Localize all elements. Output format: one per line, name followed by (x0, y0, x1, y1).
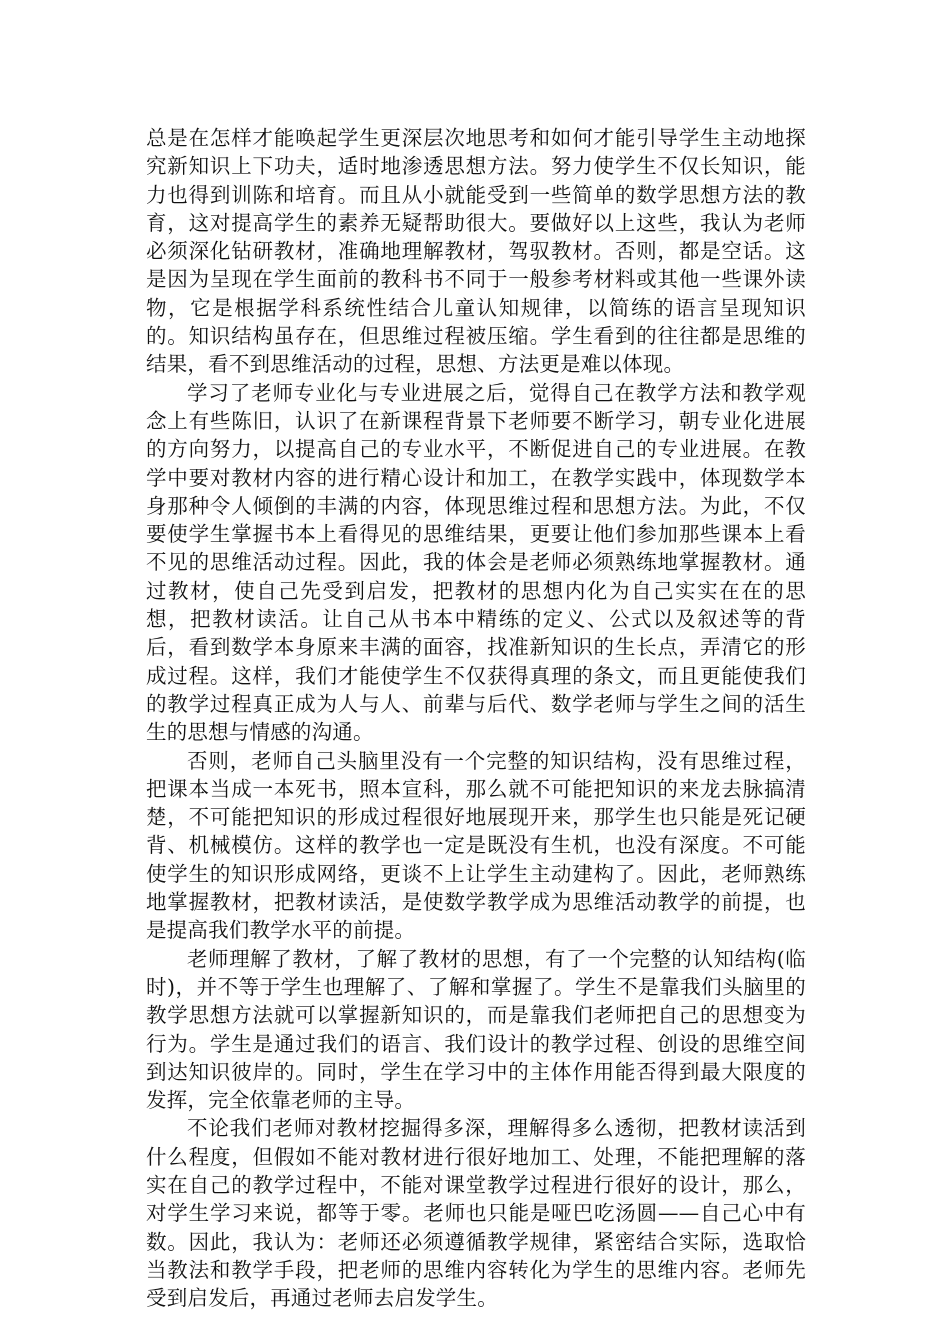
paragraph-4: 老师理解了教材，了解了教材的思想，有了一个完整的认知结构(临时)，并不等于学生也理解了、了解和掌握了。学生不是靠我们头脑里的教学思想方法就可以掌握新知识的，而是靠我们老师把自己的思想变为行为。学生是通过我们的语言、我们设计的教学过程、创设的思维空间到达知识彼岸的。同时，学生在学习中的主体作用能否得到最大限度的发挥，完全依靠老师的主导。 (146, 946, 806, 1113)
document-body (146, 124, 806, 1312)
paragraph-1: 总是在怎样才能唤起学生更深层次地思考和如何才能引导学生主动地探究新知识上下功夫，适时地渗透思想方法。努力使学生不仅长知识，能力也得到训陈和培育。而且从小就能受到一些简单的数学思想方法的教育，这对提高学生的素养无疑帮助很大。要做好以上这些，我认为老师必须深化钻研教材，准确地理解教材，驾驭教材。否则，都是空话。这是因为呈现在学生面前的教科书不同于一般参考材料或其他一些课外读物，它是根据学科系统性结合儿童认知规律，以简练的语言呈现知识的。知识结构虽存在，但思维过程被压缩。学生看到的往往都是思维的结果，看不到思维活动的过程，思想、方法更是难以体现。 (146, 126, 806, 377)
paragraph-2: 学习了老师专业化与专业进展之后，觉得自己在教学方法和教学观念上有些陈旧，认识了在新课程背景下老师要不断学习，朝专业化进展的方向努力，以提高自己的专业水平，不断促进自己的专业进展。在教学中要对教材内容的进行精心设计和加工，在教学实践中，体现数学本身那种令人倾倒的丰满的内容，体现思维过程和思想方法。为此，不仅要使学生掌握书本上看得见的思维结果，更要让他们参加那些课本上看不见的思维活动过程。因此，我的体会是老师必须熟练地掌握教材。通过教材，使自己先受到启发，把教材的思想内化为自己实实在在的思想，把教材读活。让自己从书本中精练的定义、公式以及叙述等的背后，看到数学本身原来丰满的面容，找准新知识的生长点，弄清它的形成过程。这样，我们才能使学生不仅获得真理的条文，而且更能使我们的教学过程真正成为人与人、前辈与后代、数学老师与学生之间的活生生的思想与情感的沟通。 (146, 380, 806, 745)
paragraph-3: 否则，老师自己头脑里没有一个完整的知识结构，没有思维过程，把课本当成一本死书，照本宣科，那么就不可能把知识的来龙去脉搞清楚，不可能把知识的形成过程很好地展现开来，那学生也只能是死记硬背、机械模仿。这样的教学也一定是既没有生机，也没有深度。不可能使学生的知识形成网络，更谈不上让学生主动建构了。因此，老师熟练地掌握教材，把教材读活，是使数学教学成为思维活动教学的前提，也是提高我们教学水平的前提。 (146, 748, 806, 943)
paragraph-5: 不论我们老师对教材挖掘得多深，理解得多么透彻，把教材读活到什么程度，但假如不能对教材进行很好地加工、处理，不能把理解的落实在自己的教学过程中，不能对课堂教学过程进行很好的设计，那么，对学生学习来说，都等于零。老师也只能是哑巴吃汤圆——自己心中有数。因此，我认为：老师还必须遵循教学规律，紧密结合实际，选取恰当教法和教学手段，把老师的思维内容转化为学生的思维内容。老师先受到启发后，再通过老师去启发学生。 (146, 1116, 806, 1311)
